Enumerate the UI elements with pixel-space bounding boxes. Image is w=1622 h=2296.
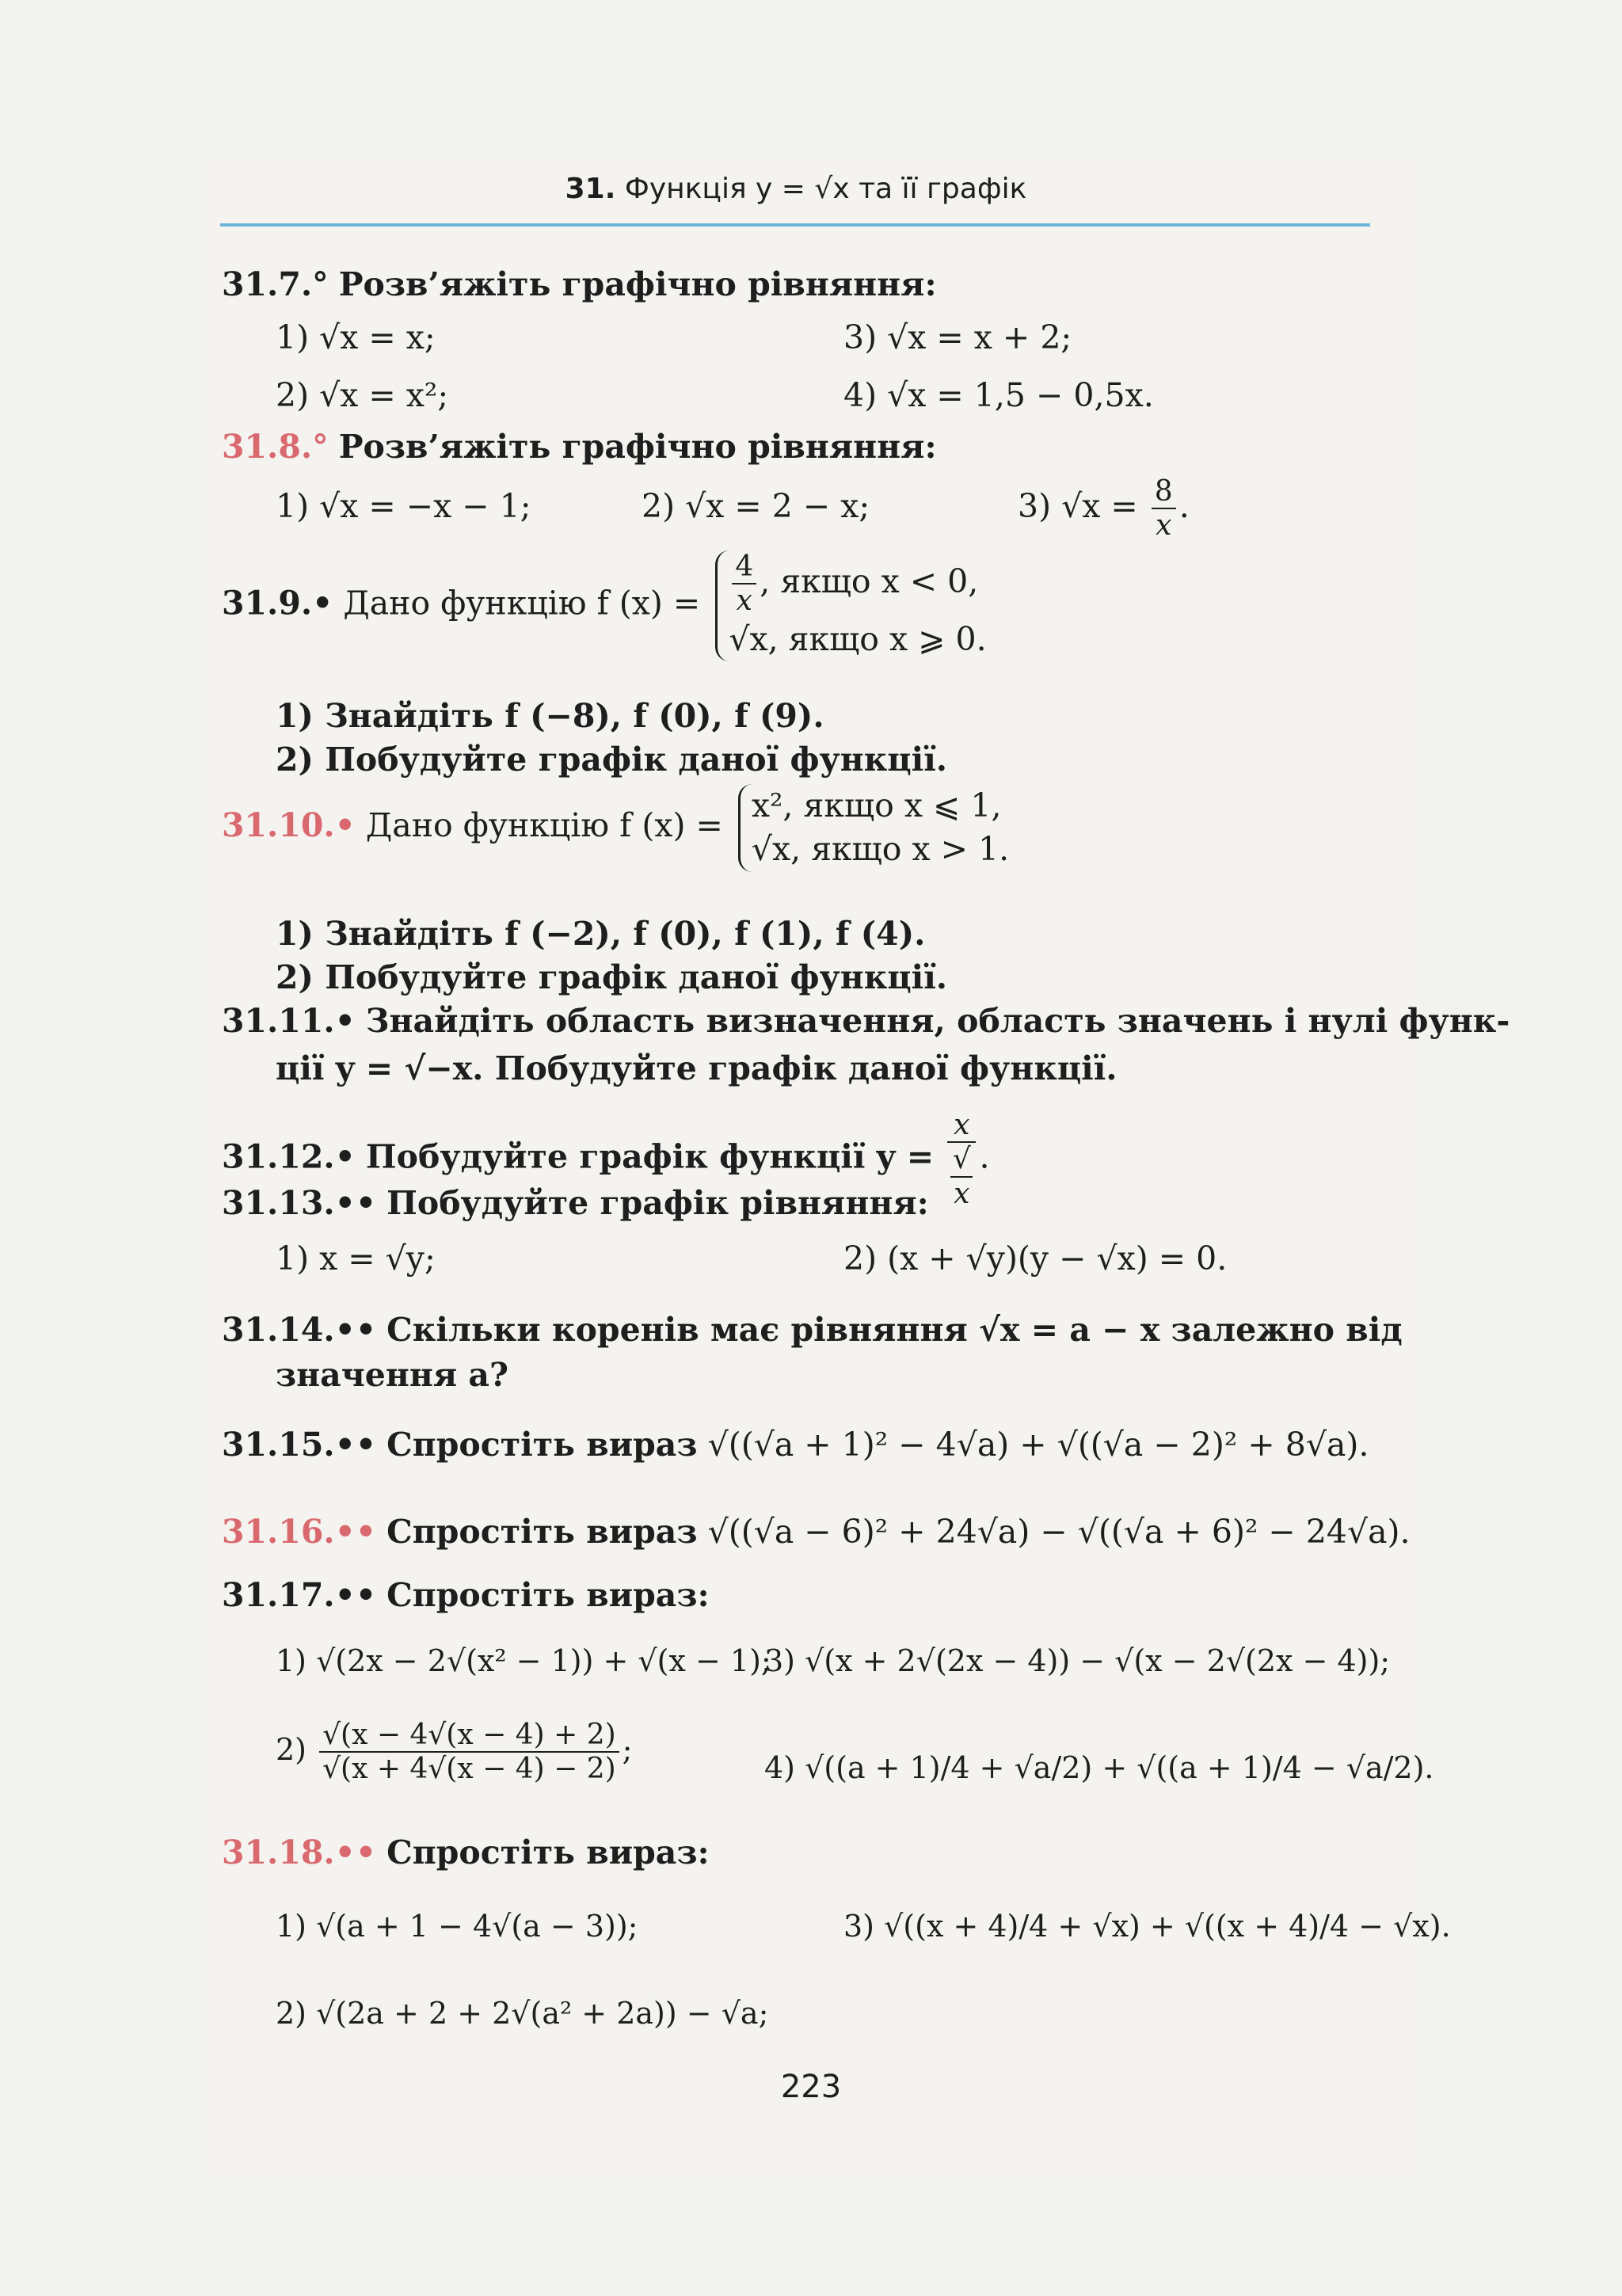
item-1: 1) √x = −x − 1; <box>276 487 531 525</box>
problem-number: 31.8.° <box>222 428 329 466</box>
problem-number: 31.11.• <box>222 1002 356 1040</box>
problem-number: 31.7.° <box>222 265 329 303</box>
problem-31-7 <box>222 265 937 304</box>
item-2: 2) (x + √y)(y − √x) = 0. <box>843 1239 1228 1277</box>
problem-text: Дано функцію f (x) = <box>365 805 723 844</box>
fraction: $\frac{8}{x}$ <box>1152 475 1176 543</box>
item-3: 3) √x = $\frac{8}{x}$ . <box>1018 475 1190 543</box>
fraction: $\frac{4}{x}$ <box>732 550 756 618</box>
item-1: 1) x = √y; <box>276 1239 436 1277</box>
item-4: 4) √((a + 1)/4 + √a/2) + √((a + 1)/4 − √a/2). <box>764 1750 1434 1785</box>
problem-number: 31.16.•• <box>222 1513 377 1551</box>
problem-number: 31.18.•• <box>222 1833 377 1871</box>
item-2: 2) √(2a + 2 + 2√(a² + 2a)) − √a; <box>276 1996 769 2031</box>
case-2: √x, якщо x > 1. <box>751 830 1010 869</box>
problem-text-line-2: ції y = √−x. Побудуйте графік даної функції. <box>276 1049 1118 1087</box>
piecewise-brace <box>738 784 1009 872</box>
item-2: 2) $\frac{√(x - 4√(x - 4) + 2)}{√(x + 4√(x - 4) - 2)}$ ; <box>276 1719 633 1786</box>
item-3: 3) √((x + 4)/4 + √x) + √((x + 4)/4 − √x). <box>843 1909 1451 1944</box>
problem-number: 31.10.• <box>222 805 356 844</box>
problem-number: 31.17.•• <box>222 1576 377 1614</box>
problem-number: 31.13.•• <box>222 1184 377 1222</box>
problem-text: Побудуйте графік рівняння: <box>386 1184 929 1222</box>
item-1: 1) Знайдіть f (−8), f (0), f (9). <box>276 697 824 735</box>
problem-text: Спростіть вираз <box>386 1426 698 1464</box>
problem-number: 31.9.• <box>222 584 333 623</box>
item-2-label: 2) <box>276 1731 307 1767</box>
fraction <box>319 1719 619 1786</box>
problem-text: Побудуйте графік функції y = <box>365 1137 935 1176</box>
item-1: 1) √(a + 1 − 4√(a − 3)); <box>276 1909 638 1944</box>
problem-text: Розв’яжіть графічно рівняння: <box>338 265 937 303</box>
problem-text: Спростіть вираз: <box>386 1833 710 1871</box>
item-1: 1) Знайдіть f (−2), f (0), f (1), f (4). <box>276 915 926 953</box>
item-3: 3) √x = x + 2; <box>843 318 1072 356</box>
case-1: , якщо x < 0, <box>760 562 979 600</box>
expression: √((√a − 6)² + 24√a) − √((√a + 6)² − 24√a). <box>707 1513 1411 1551</box>
case-1: x², якщо x ⩽ 1, <box>751 786 1002 824</box>
problem-text-line-1: Скільки коренів має рівняння √x = a − x залежно від <box>386 1311 1403 1349</box>
problem-31-9 <box>222 550 987 661</box>
problem-31-10 <box>222 784 1009 872</box>
page-number: 223 <box>780 2069 842 2105</box>
item-2: 2) Побудуйте графік даної функції. <box>276 958 948 996</box>
problem-31-17 <box>222 1576 710 1615</box>
problem-text: Спростіть вираз <box>386 1513 698 1551</box>
fraction: x √ x <box>947 1109 976 1210</box>
problem-31-15 <box>222 1426 1369 1464</box>
item-3-lhs: 3) √x = <box>1018 486 1138 525</box>
problem-number: 31.14.•• <box>222 1311 377 1349</box>
item-3: 3) √(x + 2√(2x − 4)) − √(x − 2√(2x − 4)); <box>764 1643 1391 1678</box>
item-4: 4) √x = 1,5 − 0,5x. <box>843 376 1154 414</box>
item-1: 1) √(2x − 2√(x² − 1)) + √(x − 1); <box>276 1643 771 1678</box>
case-2: √x, якщо x ⩾ 0. <box>729 619 987 658</box>
section-number: 31. <box>565 173 616 205</box>
problem-text-line-1: Знайдіть область визначення, область значень і нулі функ- <box>365 1002 1510 1040</box>
numerator: √(x − 4√(x − 4) + 2) <box>319 1719 619 1753</box>
expression: √((√a + 1)² − 4√a) + √((√a − 2)² + 8√a). <box>707 1426 1369 1464</box>
problem-number: 31.12.• <box>222 1137 356 1176</box>
problem-number: 31.15.•• <box>222 1426 377 1464</box>
denominator: √(x + 4√(x − 4) − 2) <box>322 1753 616 1786</box>
problem-31-11 <box>222 1002 1510 1041</box>
problem-31-12: 31.12.• Побудуйте графік функції y = x √ x . <box>222 1109 990 1210</box>
problem-31-13 <box>222 1184 929 1223</box>
problem-31-16 <box>222 1513 1411 1552</box>
piecewise-brace <box>715 550 986 661</box>
item-2: 2) √x = x²; <box>276 376 449 414</box>
problem-31-18 <box>222 1833 710 1872</box>
item-1: 1) √x = x; <box>276 318 436 356</box>
problem-31-14 <box>222 1311 1403 1350</box>
problem-text-line-2: значення a? <box>276 1356 509 1394</box>
problem-text: Розв’яжіть графічно рівняння: <box>338 428 937 466</box>
header-rule <box>220 223 1370 227</box>
running-header <box>222 173 1370 205</box>
problem-text: Спростіть вираз: <box>386 1576 710 1614</box>
problem-31-8 <box>222 428 937 466</box>
item-2: 2) Побудуйте графік даної функції. <box>276 741 948 779</box>
section-title: Функція y = √x та її графік <box>624 173 1027 205</box>
problem-text: Дано функцію f (x) = <box>343 584 701 623</box>
item-2: 2) √x = 2 − x; <box>642 487 870 525</box>
